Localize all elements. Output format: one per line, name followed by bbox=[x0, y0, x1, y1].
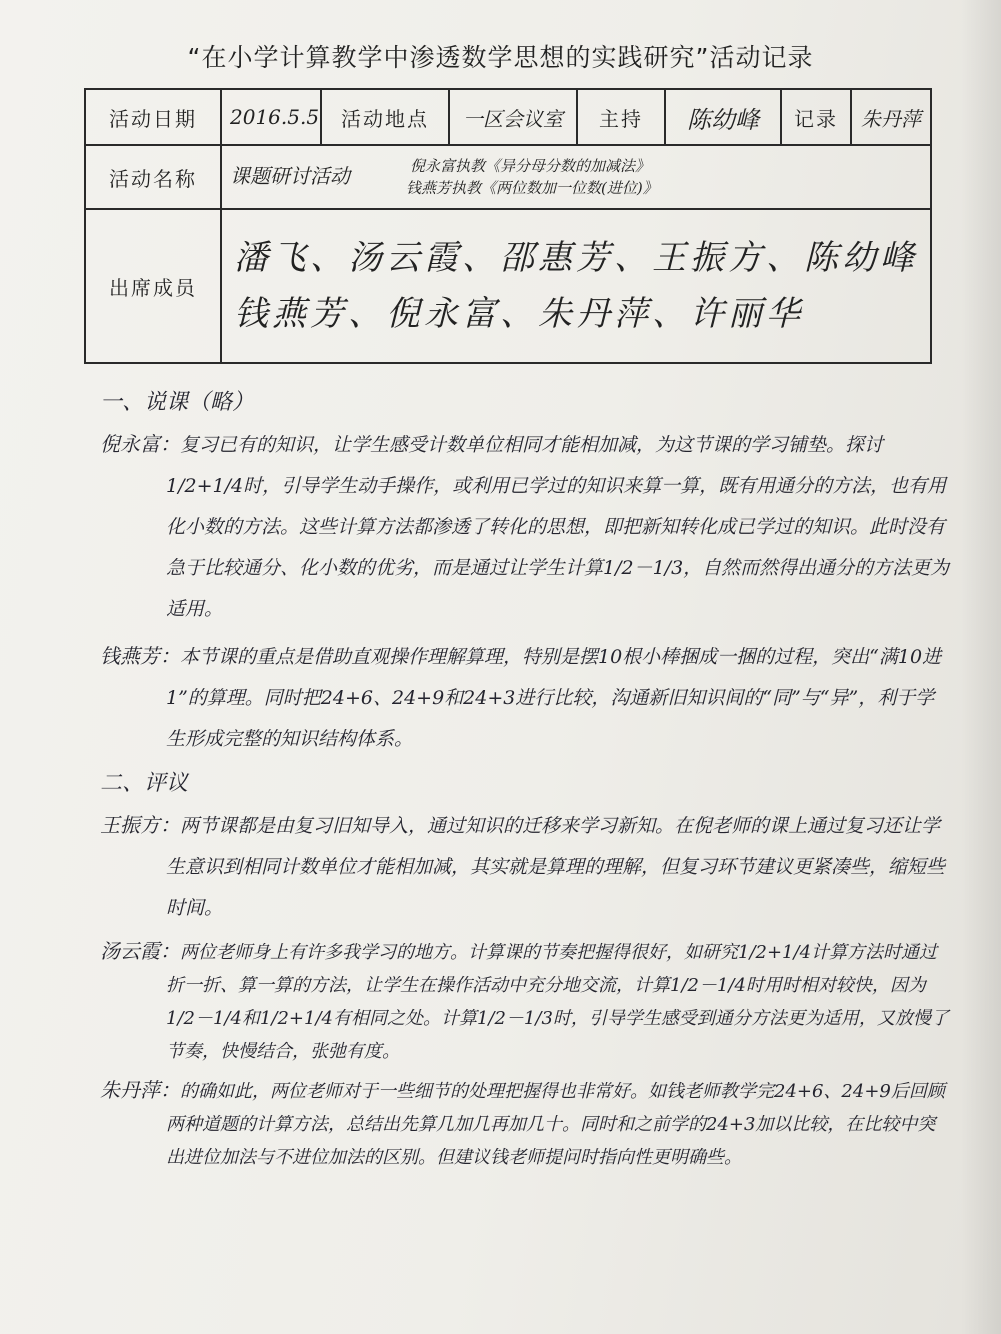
speech-text: 复习已有的知识，让学生感受计数单位相同才能相加减，为这节课的学习铺垫。探讨1/2+1/4时，引导学生动手操作，或利用已学过的知识来算一算，既有用通分的方法，也有用化小数的方法。这些计算方法都渗透了转化的思想，即把新知转化成已学过的知识。此时没有急于比较通分、化小数的优劣，而是通过让学生计算1/2－1/3，自然而然得出通分的方法更为适用。 bbox=[166, 434, 950, 620]
host-value: 陈幼峰 bbox=[665, 89, 781, 145]
place-value: 一区会议室 bbox=[449, 89, 577, 145]
speech-paragraph bbox=[100, 805, 950, 929]
speech-text: 两位老师身上有许多我学习的地方。计算课的节奏把握得很好，如研究1/2+1/4计算方法时通过折一折、算一算的方法，让学生在操作活动中充分地交流，计算1/2－1/4时用时相对较快，因为1/2－1/4和1/2+1/4有相同之处。计算1/2－1/3时，引导学生感受到通分方法更为适用，又放慢了节奏，快慢结合，张弛有度。 bbox=[166, 942, 949, 1062]
form-row-activity bbox=[85, 145, 931, 209]
speech-text: 的确如此，两位老师对于一些细节的处理把握得也非常好。如钱老师教学完24+6、24+9后回顾两种道题的计算方法，总结出先算几加几再加几十。同时和之前学的24+3加以比较，在比较中突出进位加法与不进位加法的区别。但建议钱老师提问时指向性更明确些。 bbox=[166, 1081, 945, 1168]
record-body bbox=[100, 385, 950, 1180]
speech-paragraph bbox=[100, 935, 950, 1068]
page-shadow bbox=[961, 0, 1001, 1334]
recorder-label: 记录 bbox=[781, 89, 851, 145]
section-heading-2: 二、评议 bbox=[100, 771, 189, 796]
host-label: 主持 bbox=[577, 89, 665, 145]
members-label: 出席成员 bbox=[85, 209, 221, 363]
speaker-name: 王振方： bbox=[100, 813, 180, 837]
speech-paragraph bbox=[100, 1074, 950, 1174]
members-line-1: 潘飞、汤云霞、邵惠芳、王振方、陈幼峰 bbox=[234, 238, 918, 278]
activity-cell bbox=[221, 145, 931, 209]
members-cell bbox=[221, 209, 931, 363]
members-line-2: 钱燕芳、倪永富、朱丹萍、许丽华 bbox=[234, 294, 804, 334]
speech-text: 本节课的重点是借助直观操作理解算理，特别是摆10根小棒捆成一捆的过程，突出“满10进1”的算理。同时把24+6、24+9和24+3进行比较，沟通新旧知识间的“同”与“异”，利于学生形成完整的知识结构体系。 bbox=[166, 646, 942, 750]
speaker-name: 倪永富： bbox=[100, 432, 180, 456]
activity-label: 活动名称 bbox=[85, 145, 221, 209]
form-row-date bbox=[85, 89, 931, 145]
recorder-value: 朱丹萍 bbox=[851, 89, 931, 145]
speech-text: 两节课都是由复习旧知导入，通过知识的迁移来学习新知。在倪老师的课上通过复习还让学生意识到相同计数单位才能相加减，其实就是算理的理解，但复习环节建议更紧凑些，缩短些时间。 bbox=[166, 815, 946, 919]
speech-paragraph bbox=[100, 636, 950, 760]
speaker-name: 朱丹萍： bbox=[100, 1078, 180, 1102]
speaker-name: 汤云霞： bbox=[100, 939, 180, 963]
form-row-members bbox=[85, 209, 931, 363]
date-value: 2016.5.5 bbox=[221, 89, 321, 145]
activity-detail-2: 钱燕芳执教《两位数加一位数(进位)》 bbox=[406, 179, 658, 197]
page-title: “在小学计算教学中渗透数学思想的实践研究”活动记录 bbox=[187, 43, 814, 72]
speaker-name: 钱燕芳： bbox=[100, 644, 180, 668]
section-heading-1: 一、说课（略） bbox=[100, 390, 255, 415]
activity-record-table bbox=[84, 88, 932, 364]
activity-value: 课题研讨活动 bbox=[230, 164, 350, 188]
date-label: 活动日期 bbox=[85, 89, 221, 145]
place-label: 活动地点 bbox=[321, 89, 449, 145]
activity-detail-1: 倪永富执教《异分母分数的加减法》 bbox=[410, 157, 651, 175]
speech-paragraph bbox=[100, 424, 950, 630]
